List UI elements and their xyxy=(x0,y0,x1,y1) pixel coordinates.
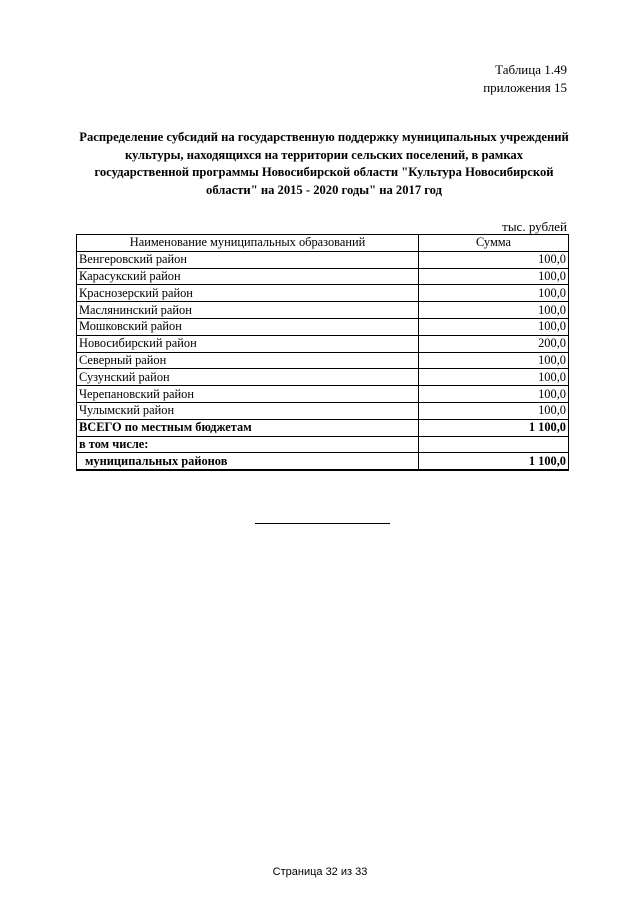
table-row xyxy=(77,251,569,268)
table-row xyxy=(77,335,569,352)
appendix-number: приложения 15 xyxy=(483,80,567,95)
row-amount: 100,0 xyxy=(419,352,569,369)
total-label: ВСЕГО по местным бюджетам xyxy=(77,419,419,436)
table-row xyxy=(77,402,569,419)
row-name: Сузунский район xyxy=(77,369,419,386)
row-name: Карасукский район xyxy=(77,268,419,285)
table-row xyxy=(77,268,569,285)
separator-line xyxy=(255,523,390,524)
row-name: Маслянинский район xyxy=(77,302,419,319)
column-header-name: Наименование муниципальных образований xyxy=(77,235,419,252)
row-amount: 100,0 xyxy=(419,302,569,319)
total-row xyxy=(77,419,569,436)
document-title: Распределение субсидий на государственную поддержку муниципальных учреждений культуры, находящихся на территории сельских поселений, в рамках государственной программы Новосибирской области "Культура Новосибирской области" на 2015 - 2020 годы" на 2017 год xyxy=(79,130,569,197)
table-row xyxy=(77,386,569,403)
row-name: Краснозерский район xyxy=(77,285,419,302)
table-row xyxy=(77,302,569,319)
page-number: Страница 32 из 33 xyxy=(272,866,368,878)
municipal-amount: 1 100,0 xyxy=(419,453,569,470)
row-name: Новосибирский район xyxy=(77,335,419,352)
row-name: Северный район xyxy=(77,352,419,369)
row-amount: 100,0 xyxy=(419,268,569,285)
including-amount xyxy=(419,436,569,453)
column-header-amount: Сумма xyxy=(419,235,569,252)
including-row xyxy=(77,436,569,453)
row-name: Венгеровский район xyxy=(77,251,419,268)
table-reference xyxy=(483,61,567,97)
row-amount: 200,0 xyxy=(419,335,569,352)
row-amount: 100,0 xyxy=(419,285,569,302)
row-amount: 100,0 xyxy=(419,318,569,335)
table-row xyxy=(77,369,569,386)
row-amount: 100,0 xyxy=(419,402,569,419)
table-row xyxy=(77,318,569,335)
row-amount: 100,0 xyxy=(419,369,569,386)
row-name: Мошковский район xyxy=(77,318,419,335)
row-amount: 100,0 xyxy=(419,386,569,403)
municipal-row xyxy=(77,453,569,470)
row-name: Черепановский район xyxy=(77,386,419,403)
row-amount: 100,0 xyxy=(419,251,569,268)
total-amount: 1 100,0 xyxy=(419,419,569,436)
table-row xyxy=(77,352,569,369)
subsidy-table xyxy=(76,234,569,471)
row-name: Чулымский район xyxy=(77,402,419,419)
table-number: Таблица 1.49 xyxy=(495,62,567,77)
units-label: тыс. рублей xyxy=(502,219,567,234)
table-row xyxy=(77,285,569,302)
including-label: в том числе: xyxy=(77,436,419,453)
municipal-label: муниципальных районов xyxy=(77,453,419,470)
table-header-row xyxy=(77,235,569,252)
